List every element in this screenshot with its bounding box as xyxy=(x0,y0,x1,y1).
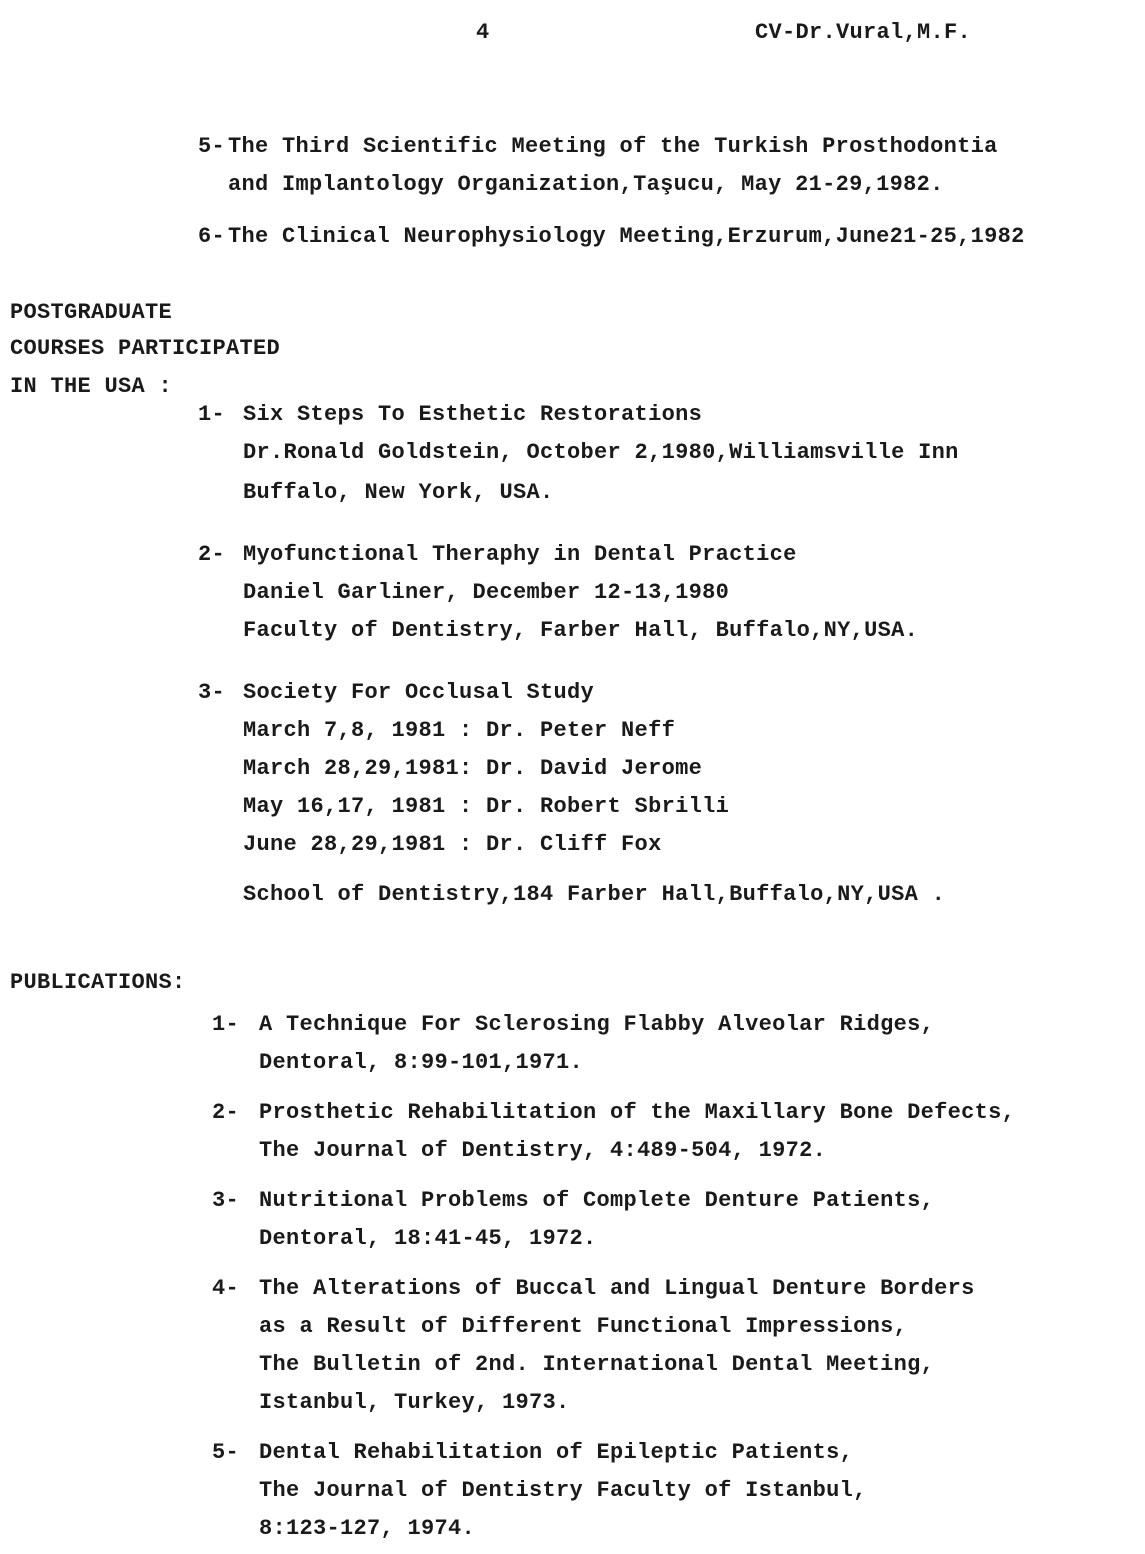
publication-line: A Technique For Sclerosing Flabby Alveolar Ridges, xyxy=(259,1012,935,1037)
course-line: Myofunctional Theraphy in Dental Practice xyxy=(243,542,797,567)
course-schedule-line: March 28,29,1981: Dr. David Jerome xyxy=(243,756,703,781)
meeting-item-line: The Clinical Neurophysiology Meeting,Erzurum,June21-25,1982 xyxy=(228,224,1025,249)
section-heading-postgraduate: IN THE USA : xyxy=(10,374,173,399)
meeting-item-line: and Implantology Organization,Taşucu, May 21-29,1982. xyxy=(228,172,944,197)
publication-line: Dentoral, 18:41-45, 1972. xyxy=(259,1226,597,1251)
publication-line: Dental Rehabilitation of Epileptic Patients, xyxy=(259,1440,854,1465)
publication-number: 4- xyxy=(212,1276,240,1301)
course-line: Daniel Garliner, December 12-13,1980 xyxy=(243,580,730,605)
publication-line: The Journal of Dentistry, 4:489-504, 1972. xyxy=(259,1138,827,1163)
publication-number: 1- xyxy=(212,1012,240,1037)
course-line: School of Dentistry,184 Farber Hall,Buffalo,NY,USA . xyxy=(243,882,946,907)
section-heading-postgraduate: COURSES PARTICIPATED xyxy=(10,336,281,361)
course-schedule-line: March 7,8, 1981 : Dr. Peter Neff xyxy=(243,718,676,743)
course-line: Society For Occlusal Study xyxy=(243,680,595,705)
course-line: Six Steps To Esthetic Restorations xyxy=(243,402,703,427)
course-line: Buffalo, New York, USA. xyxy=(243,480,554,505)
publication-line: The Bulletin of 2nd. International Dental Meeting, xyxy=(259,1352,935,1377)
publication-line: as a Result of Different Functional Impressions, xyxy=(259,1314,908,1339)
course-number: 3- xyxy=(198,680,226,705)
course-line: Faculty of Dentistry, Farber Hall, Buffalo,NY,USA. xyxy=(243,618,919,643)
publication-line: Prosthetic Rehabilitation of the Maxillary Bone Defects, xyxy=(259,1100,1016,1125)
publication-line: 8:123-127, 1974. xyxy=(259,1516,476,1541)
publication-line: Dentoral, 8:99-101,1971. xyxy=(259,1050,584,1075)
publication-line: Istanbul, Turkey, 1973. xyxy=(259,1390,570,1415)
course-line: Dr.Ronald Goldstein, October 2,1980,Williamsville Inn xyxy=(243,440,959,465)
publication-number: 3- xyxy=(212,1188,240,1213)
section-heading-postgraduate: POSTGRADUATE xyxy=(10,300,173,325)
course-schedule-line: May 16,17, 1981 : Dr. Robert Sbrilli xyxy=(243,794,730,819)
running-title: CV-Dr.Vural,M.F. xyxy=(755,20,972,45)
publication-number: 2- xyxy=(212,1100,240,1125)
publication-line: The Alterations of Buccal and Lingual Denture Borders xyxy=(259,1276,975,1301)
course-number: 2- xyxy=(198,542,226,567)
publication-number: 5- xyxy=(212,1440,240,1465)
meeting-item-number: 6- xyxy=(198,224,226,249)
meeting-item-number: 5- xyxy=(198,134,226,159)
page-number: 4 xyxy=(476,20,490,45)
publication-line: The Journal of Dentistry Faculty of Istanbul, xyxy=(259,1478,867,1503)
meeting-item-line: The Third Scientific Meeting of the Turkish Prosthodontia xyxy=(228,134,998,159)
course-number: 1- xyxy=(198,402,226,427)
course-schedule-line: June 28,29,1981 : Dr. Cliff Fox xyxy=(243,832,662,857)
section-heading-publications: PUBLICATIONS: xyxy=(10,970,186,995)
publication-line: Nutritional Problems of Complete Denture Patients, xyxy=(259,1188,935,1213)
